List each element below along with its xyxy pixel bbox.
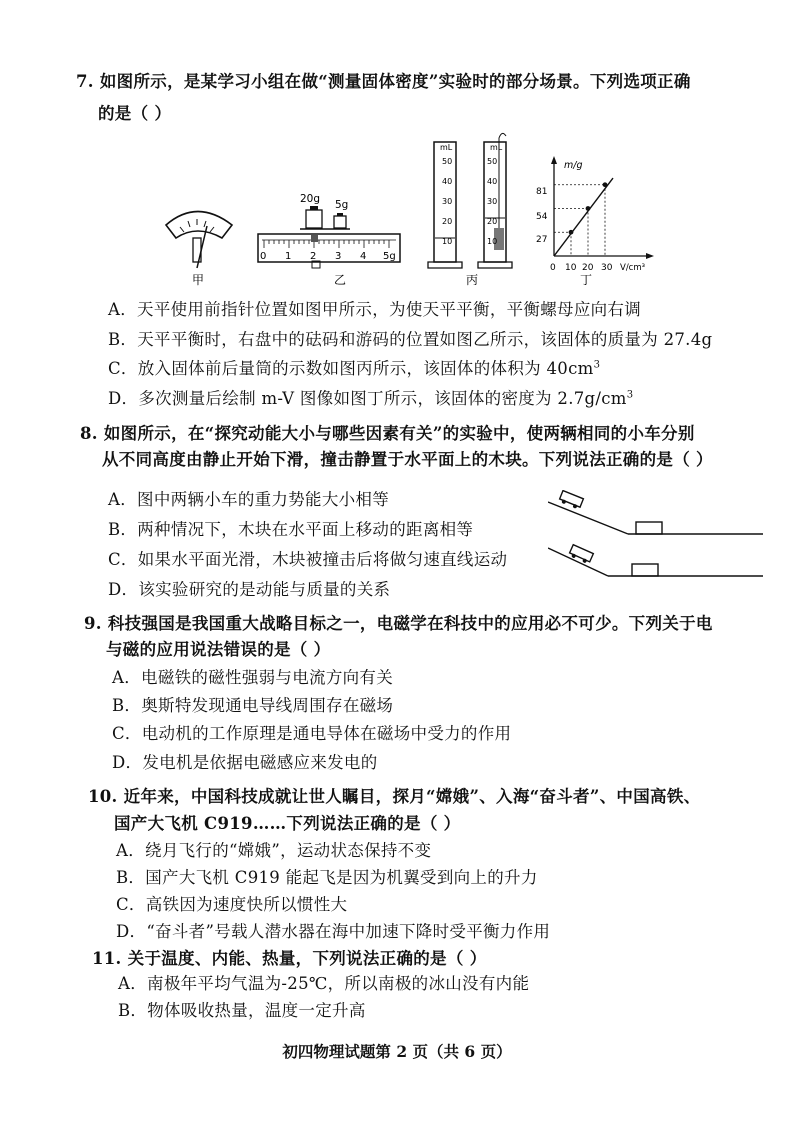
q8-stem-line2: 从不同高度由静止开始下滑，撞击静置于水平面上的木块。下列说法正确的是（ ） <box>102 450 713 469</box>
yi-ruler-weights <box>258 193 400 287</box>
cyl2-tick-30: 30 <box>487 197 498 206</box>
q8-option-b: B．两种情况下，木块在水平面上移动的距离相等 <box>108 520 474 539</box>
ramp-lower <box>548 545 763 576</box>
q10-option-b: B．国产大飞机 C919 能起飞是因为机翼受到向上的升力 <box>116 868 538 887</box>
graph-series-line <box>554 178 613 256</box>
q7-option-a: A．天平使用前指针位置如图甲所示，为使天平平衡，平衡螺母应向右调 <box>108 300 642 319</box>
weight-20g-label: 20g <box>300 193 321 205</box>
graph-data-point <box>569 230 574 235</box>
jia-balance-dial <box>166 212 232 288</box>
ruler-tick-3: 3 <box>335 251 342 262</box>
q9-option-c: C．电动机的工作原理是通电导体在磁场中受力的作用 <box>112 724 512 743</box>
q10-option-c: C．高铁因为速度快所以惯性大 <box>116 895 348 914</box>
q8-option-c: C．如果水平面光滑，木块被撞击后将做匀速直线运动 <box>108 550 508 569</box>
q8-stem-line1: 8. 如图所示，在“探究动能大小与哪些因素有关”的实验中，使两辆相同的小车分别 <box>80 424 695 443</box>
q10-stem-line2: 国产大飞机 C919……下列说法正确的是（ ） <box>114 814 461 833</box>
graph-xtick-20: 20 <box>582 263 594 273</box>
graph-xtick-0: 0 <box>550 263 556 273</box>
q9-option-b: B．奥斯特发现通电导线周围存在磁场 <box>112 696 394 715</box>
q7-figure <box>150 128 670 290</box>
q7-stem-line1: 7. 如图所示，是某学习小组在做“测量固体密度”实验时的部分场景。下列选项正确 <box>76 72 691 91</box>
q10-stem-line1: 10. 近年来，中国科技成就让世人瞩目，探月“嫦娥”、入海“奋斗者”、中国高铁、 <box>88 787 701 806</box>
q8-option-d: D．该实验研究的是动能与质量的关系 <box>108 580 391 599</box>
graph-ytick-54: 54 <box>536 212 548 222</box>
graph-ytick-81: 81 <box>536 187 548 197</box>
graph-data-point <box>586 206 591 211</box>
cyl1-tick-10: 10 <box>442 237 453 246</box>
cyl1-tick-50: 50 <box>442 157 453 166</box>
q9-stem-line1: 9. 科技强国是我国重大战略目标之一，电磁学在科技中的应用必不可少。下列关于电 <box>84 614 713 633</box>
q9-option-d: D．发电机是依据电磁感应来发电的 <box>112 753 378 772</box>
cyl1-tick-40: 40 <box>442 177 453 186</box>
ruler-tick-4: 4 <box>360 251 367 262</box>
graph-ytick-27: 27 <box>536 235 548 245</box>
q7-stem-line2: 的是（ ） <box>98 104 172 123</box>
q9-option-a: A．电磁铁的磁性强弱与电流方向有关 <box>112 668 394 687</box>
graph-ylabel: m/g <box>564 160 583 171</box>
graph-xtick-30: 30 <box>601 263 613 273</box>
ding-label: 丁 <box>580 273 593 287</box>
page-footer: 初四物理试题第 2 页（共 6 页） <box>282 1042 512 1061</box>
q7-option-b: B．天平平衡时，右盘中的砝码和游码的位置如图乙所示，该固体的质量为 27.4g <box>108 330 713 349</box>
q9-stem-line2: 与磁的应用说法错误的是（ ） <box>106 640 331 659</box>
cyl1-unit: mL <box>440 143 453 152</box>
ding-mv-graph <box>536 156 654 287</box>
q10-option-d: D．“奋斗者”号载人潜水器在海中加速下降时受平衡力作用 <box>116 922 551 941</box>
cyl2-unit: mL <box>490 143 503 152</box>
q11-option-b: B．物体吸收热量，温度一定升高 <box>118 1001 366 1020</box>
ruler-tick-5g: 5g <box>383 251 396 262</box>
q8-option-a: A．图中两辆小车的重力势能大小相等 <box>108 490 390 509</box>
ruler-tick-1: 1 <box>285 251 292 262</box>
graph-xlabel: V/cm³ <box>620 263 646 273</box>
ruler-tick-2: 2 <box>310 251 317 262</box>
q11-stem: 11. 关于温度、内能、热量，下列说法正确的是（ ） <box>92 949 487 968</box>
q10-option-a: A．绕月飞行的“嫦娥”，运动状态保持不变 <box>116 841 432 860</box>
q8-ramp-figure <box>548 490 768 590</box>
cyl2-tick-20: 20 <box>487 217 498 226</box>
jia-label: 甲 <box>192 273 205 287</box>
bing-cylinders <box>428 133 512 287</box>
cyl2-tick-10: 10 <box>487 237 498 246</box>
ruler-tick-0: 0 <box>260 251 267 262</box>
ramp-upper <box>548 491 763 534</box>
cyl1-tick-30: 30 <box>442 197 453 206</box>
q7-option-d: D．多次测量后绘制 m-V 图像如图丁所示，该固体的密度为 $2.7g/cm^3$ <box>108 389 634 408</box>
yi-label: 乙 <box>334 273 347 287</box>
graph-data-point <box>603 182 608 187</box>
cyl1-tick-20: 20 <box>442 217 453 226</box>
q7-option-c: C．放入固体前后量筒的示数如图丙所示，该固体的体积为 $40cm^3$ <box>108 359 601 378</box>
q11-option-a: A．南极年平均气温为-25℃，所以南极的冰山没有内能 <box>118 974 530 993</box>
bing-label: 丙 <box>466 273 479 287</box>
cyl2-tick-40: 40 <box>487 177 498 186</box>
weight-5g-label: 5g <box>335 199 349 211</box>
graph-xtick-10: 10 <box>565 263 577 273</box>
cyl2-tick-50: 50 <box>487 157 498 166</box>
